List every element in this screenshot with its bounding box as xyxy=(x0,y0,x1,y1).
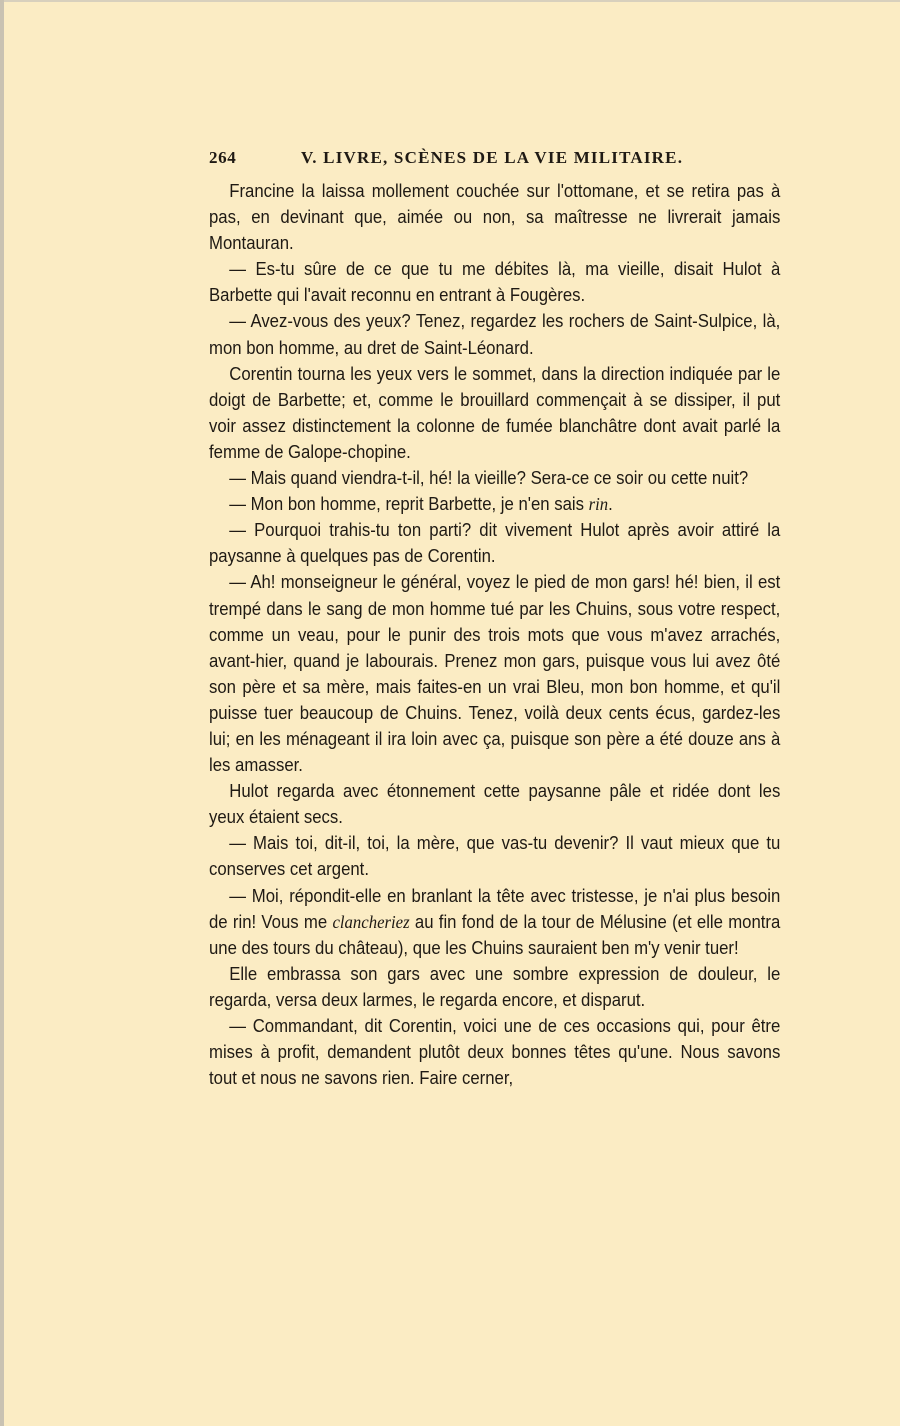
italic-word: clancheriez xyxy=(332,911,410,932)
running-head xyxy=(209,148,780,174)
running-title: V. LIVRE, SCÈNES DE LA VIE MILITAIRE. xyxy=(301,148,684,167)
page-left-edge xyxy=(0,0,4,1426)
italic-word: rin xyxy=(588,494,609,515)
paragraph: — Mais quand viendra-t-il, hé! la vieille? Sera-ce ce soir ou cette nuit? xyxy=(229,468,749,489)
paragraph xyxy=(209,883,780,961)
paragraph: — Commandant, dit Corentin, voici une de ces occasions qui, pour être mises à profit, demandent plutôt deux bonnes têtes qu'une. Nous savons tout et nous ne savons rien. Faire cerner, xyxy=(209,1016,781,1089)
paragraph: — Mais toi, dit-il, toi, la mère, que vas-tu devenir? Il vaut mieux que tu conserves cet argent. xyxy=(209,833,781,880)
book-page xyxy=(209,148,780,1091)
paragraph: — Avez-vous des yeux? Tenez, regardez les rochers de Saint-Sulpice, là, mon bon homme, au dret de Saint-Léonard. xyxy=(209,311,781,358)
paragraph: Francine la laissa mollement couchée sur l'ottomane, et se retira pas à pas, en devinant que, aimée ou non, sa maîtresse ne livrerait jamais Montauran. xyxy=(209,181,781,254)
text-segment: — Moi, répondit-elle en branlant la tête avec tristesse, je n'ai plus besoin de rin! Vous me xyxy=(209,885,781,932)
paragraph: Elle embrassa son gars avec une sombre expression de douleur, le regarda, versa deux larmes, le regarda encore, et disparut. xyxy=(209,963,781,1010)
paragraph: — Es-tu sûre de ce que tu me débites là, ma vieille, disait Hulot à Barbette qui l'avait reconnu en entrant à Fougères. xyxy=(209,259,781,306)
text-segment: . xyxy=(608,494,613,515)
paragraph: — Ah! monseigneur le général, voyez le pied de mon gars! hé! bien, il est trempé dans le sang de mon homme tué par les Chuins, sous votre respect, comme un veau, pour le punir des trois mots que vous m'avez arrachés, avant-hier, quand je labourais. Prenez mon gars, puisque vous lui avez ôté son père et sa mère, mais faites-en un vrai Bleu, mon bon homme, et qu'il puisse tuer beaucoup de Chuins. Tenez, voilà deux cents écus, gardez-les lui; en les ménageant il ira loin avec ça, puisque son père a été douze ans à les amasser. xyxy=(209,572,781,776)
page-number: 264 xyxy=(209,148,237,167)
body-text xyxy=(209,178,780,1091)
paragraph xyxy=(209,491,780,517)
text-segment: — Mon bon homme, reprit Barbette, je n'en sais xyxy=(229,494,589,515)
page-top-edge xyxy=(0,0,900,2)
paragraph: — Pourquoi trahis-tu ton parti? dit vivement Hulot après avoir attiré la paysanne à quelques pas de Corentin. xyxy=(209,520,781,567)
text-segment: au fin fond de la tour de Mélusine (et elle montra une des tours du château), que les Chuins sauraient ben m'y venir tuer! xyxy=(209,911,781,958)
paragraph: Hulot regarda avec étonnement cette paysanne pâle et ridée dont les yeux étaient secs. xyxy=(209,781,781,828)
paragraph: Corentin tourna les yeux vers le sommet, dans la direction indiquée par le doigt de Barbette; et, comme le brouillard commençait à se dissiper, il put voir assez distinctement la colonne de fumée blanchâtre dont avait parlé la femme de Galope-chopine. xyxy=(209,363,781,462)
